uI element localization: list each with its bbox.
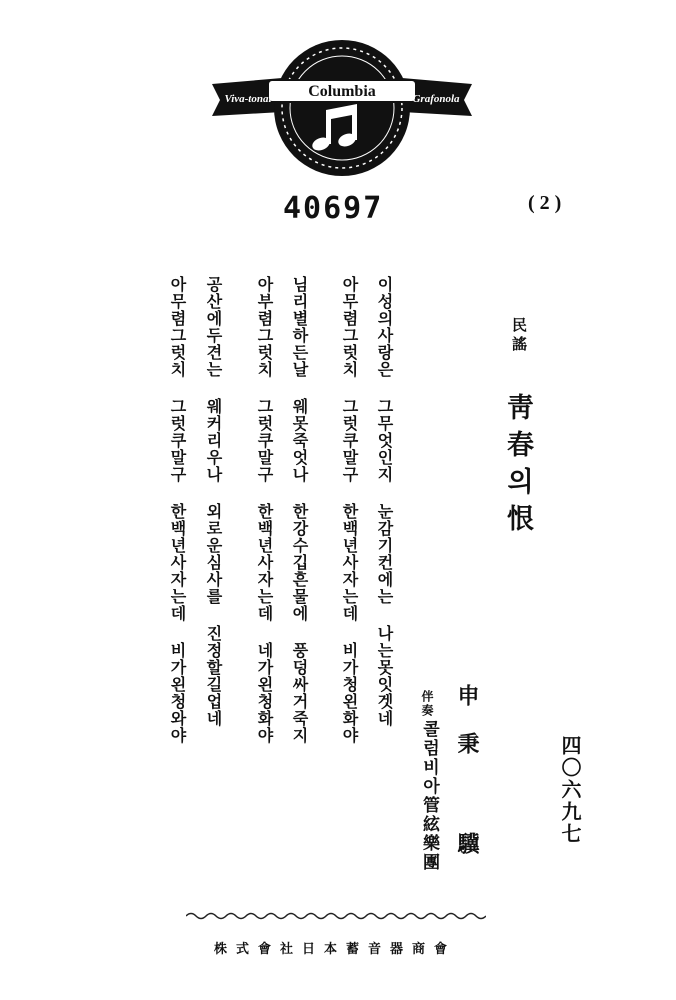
right-ribbon-text: Grafonola — [412, 93, 460, 105]
accompaniment-label: 伴奏 — [420, 690, 434, 718]
brand-text: Columbia — [308, 83, 376, 100]
song-title: 靑春의恨 — [502, 393, 533, 541]
columbia-logo — [204, 38, 480, 178]
lyric-line: 아부렴그럿치 그럿쿠말구 한백년사자는데 네가왼청화야 — [255, 276, 274, 744]
lyric-line: 님리별하든날 웨못죽엇나 한강수깁흔물에 풍덩싸거죽지 — [290, 276, 309, 744]
page-number: ( 2 ) — [528, 192, 562, 214]
lyric-line: 아무렴그럿치 그럿쿠말구 한백년사자는데 비가청왼화야 — [340, 276, 359, 744]
publisher-footer: 株式會社日本蓄音器商會 — [213, 942, 456, 957]
genre-label: 民謠 — [510, 317, 528, 355]
catalog-number: 40697 — [283, 191, 384, 226]
left-ribbon-text: Viva-tonal — [224, 93, 272, 105]
accompaniment-name: 콜럼비아管絃樂團 — [419, 720, 439, 872]
lyric-line: 공산에두견는 웨커리우나 외로운심사를 진정할길업네 — [204, 276, 223, 727]
artist-name: 申秉 驥 — [454, 684, 480, 880]
wavy-divider — [186, 910, 486, 922]
catalog-number-kanji: 四〇六九七 — [558, 735, 582, 845]
lyric-line: 아무렴그럿치 그럿쿠말구 한백년사자는데 비가왼청와야 — [168, 276, 187, 744]
lyric-line: 이성의사랑은 그무엇인지 눈감기컨에는 나는못잇겟네 — [375, 276, 394, 727]
